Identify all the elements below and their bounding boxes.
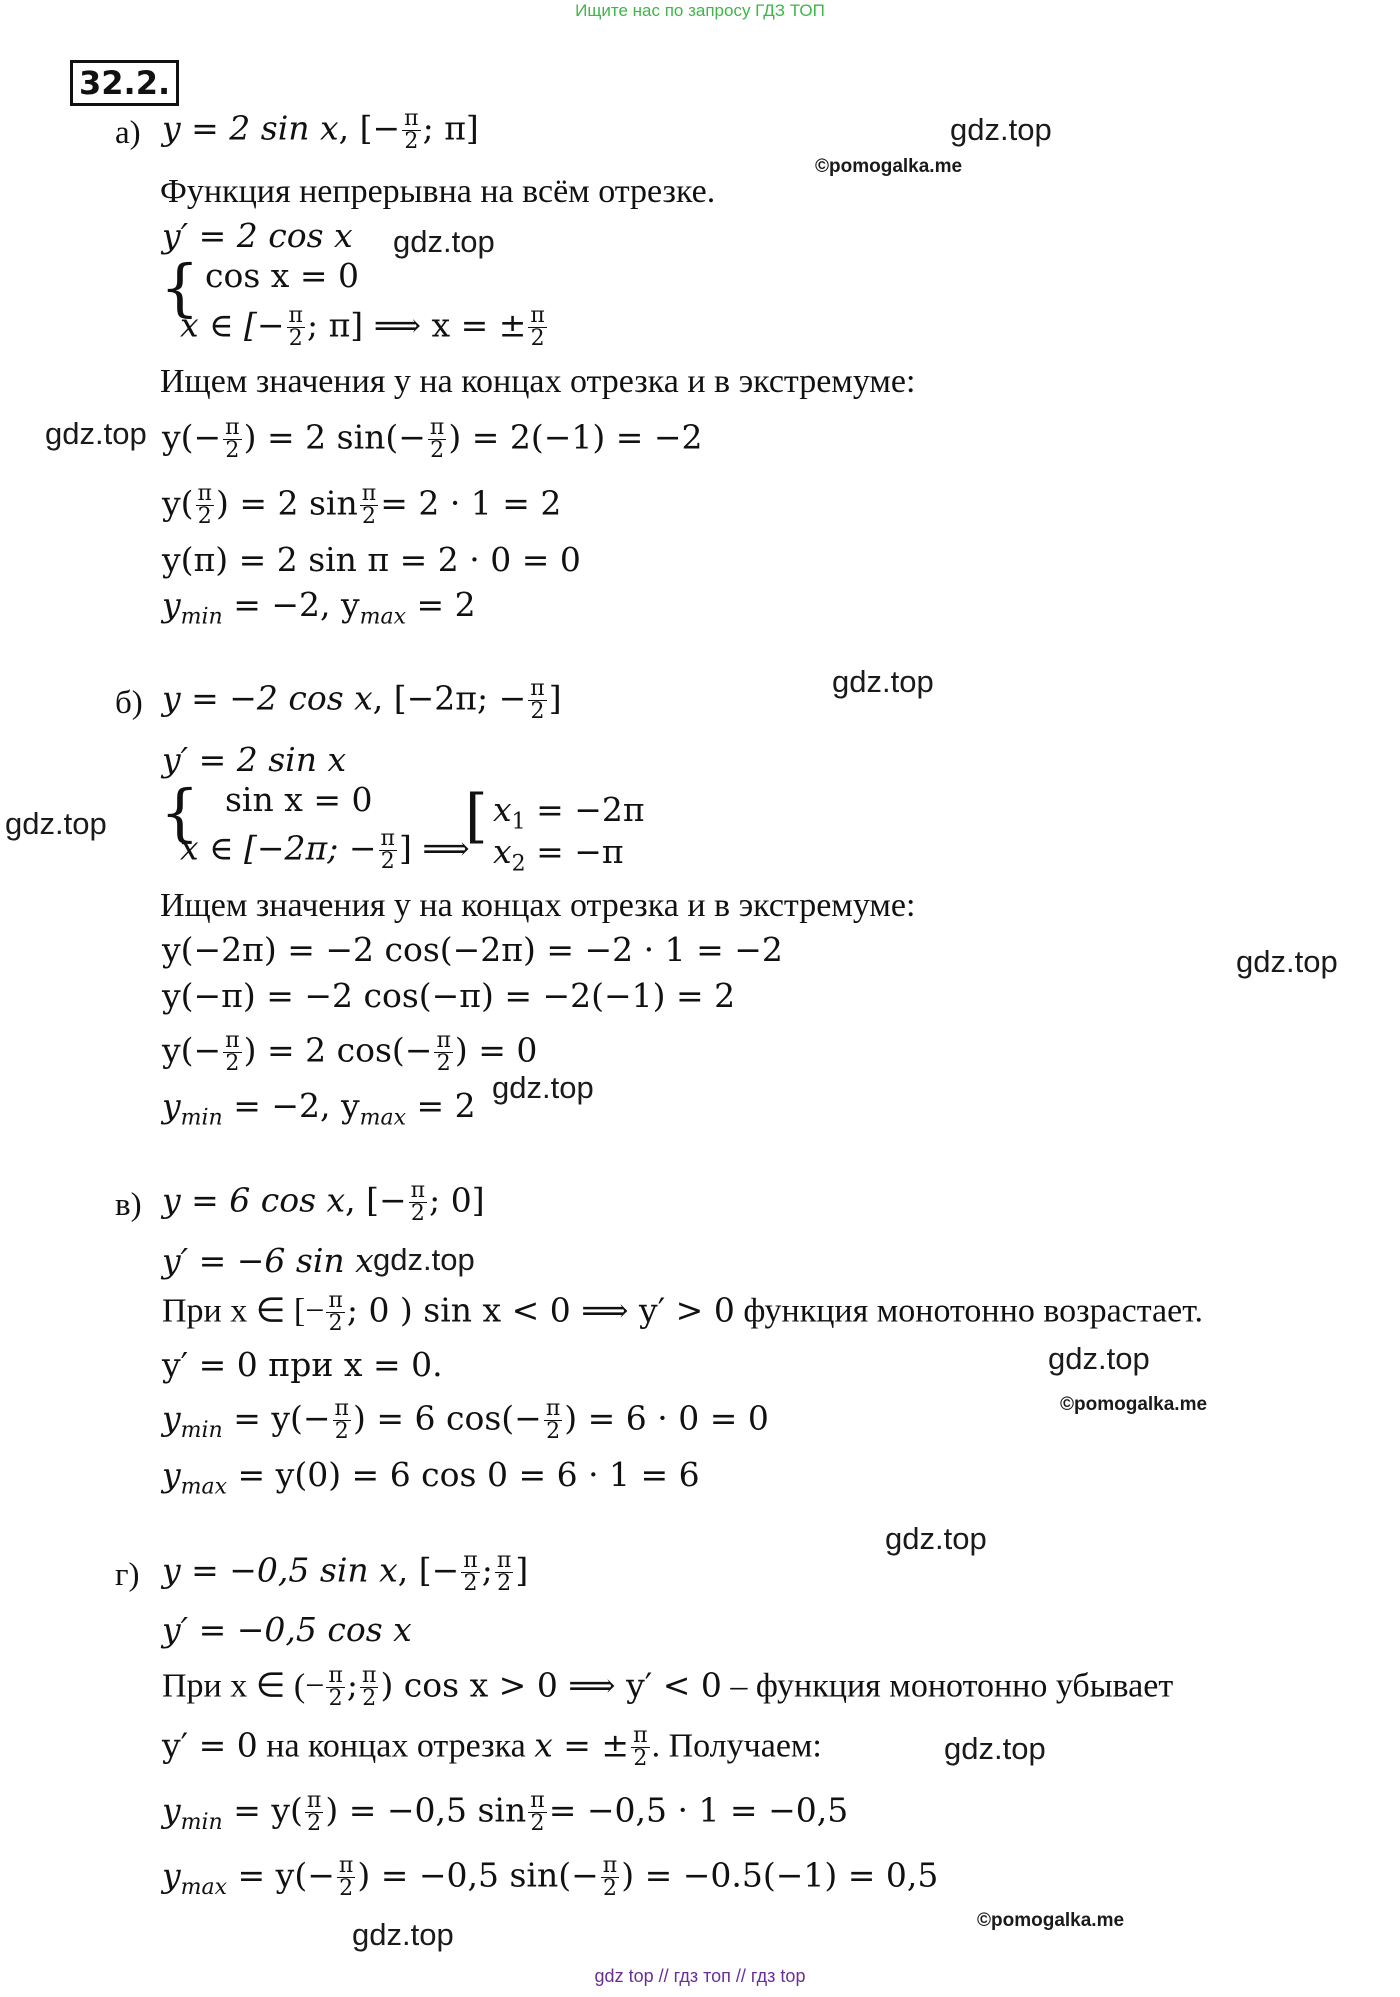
part-b-derivative: y′ = 2 sin x <box>162 740 347 779</box>
part-c-monotonic-text: При x ∈ [− $\frac{\pi}{2}$ ; 0 ) sin x < 0 ⟹ y′ > 0 функция монотонно возрастает. <box>162 1288 1204 1336</box>
watermark-gdz: gdz.top <box>393 224 495 259</box>
part-a-value-2: y( $\frac{\pi}{2}$ ) = 2 sin $\frac{\pi}{2}$ = 2 · 1 = 2 <box>162 481 562 529</box>
part-b-root-2: $x_2 = -\pi$ <box>493 832 624 877</box>
watermark-gdz: gdz.top <box>492 1070 594 1105</box>
part-a-system-interval: x ∈ [− $\frac{\pi}{2}$ ; π] ⟹ x = ± $\frac{\pi}{2}$ <box>180 303 545 351</box>
part-c-derivative: y′ = −6 sin x <box>162 1241 374 1280</box>
part-c-max: $y_{max} = y(0) = 6$ cos 0 = 6 · 1 = 6 <box>162 1455 700 1500</box>
watermark-pomogalka: ©pomogalka.me <box>815 156 963 177</box>
part-c-min: $y_{min} = y(-$ $\frac{\pi}{2}$ ) = 6 cos(− $\frac{\pi}{2}$ ) = 6 · 0 = 0 <box>162 1396 769 1444</box>
part-a-system-eq: cos x = 0 <box>205 256 360 295</box>
part-d-function: y = −0,5 sin x, [− $\frac{\pi}{2}$ ; $\frac{\pi}{2}$ ] <box>162 1548 529 1596</box>
watermark-gdz: gdz.top <box>885 1521 987 1556</box>
part-a-system-brace: { <box>160 251 200 324</box>
part-c-zero-line: y′ = 0 при x = 0. <box>162 1345 443 1384</box>
part-b-value-3: y(− $\frac{\pi}{2}$ ) = 2 cos(− $\frac{\pi}{2}$ ) = 0 <box>162 1028 538 1076</box>
part-a-continuity-text: Функция непрерывна на всём отрезке. <box>160 173 716 210</box>
watermark-gdz: gdz.top <box>950 112 1052 147</box>
part-b-min-max: $y_{min} = -2$, $y_{max} = 2$ <box>162 1086 476 1131</box>
watermark-gdz: gdz.top <box>1048 1341 1150 1376</box>
part-b-system-eq: sin x = 0 <box>225 780 373 819</box>
part-a-value-1: y(− $\frac{\pi}{2}$ ) = 2 sin(− $\frac{\pi}{2}$ ) = 2(−1) = −2 <box>162 415 703 463</box>
part-a-min-max: $y_{min} = -2$, $y_{max} = 2$ <box>162 585 476 630</box>
part-b-value-2: y(−π) = −2 cos(−π) = −2(−1) = 2 <box>162 976 736 1015</box>
footer-links[interactable]: gdz top // гдз топ // гдз top <box>594 1966 806 1986</box>
part-a-search-text: Ищем значения y на концах отрезка и в экстремуме: <box>160 363 916 400</box>
part-a-function: y = 2 sin x, [− $\frac{\pi}{2}$ ; π] <box>162 106 479 154</box>
part-d-max: $y_{max} = y(-$ $\frac{\pi}{2}$ ) = −0,5 sin(− $\frac{\pi}{2}$ ) = −0.5(−1) = 0,5 <box>162 1853 939 1901</box>
header-search-link[interactable]: Ищите нас по запросу ГДЗ ТОП <box>575 1 825 20</box>
part-b-function: y = −2 cos x, [−2π; − $\frac{\pi}{2}$ ] <box>162 676 562 724</box>
watermark-gdz: gdz.top <box>944 1731 1046 1766</box>
part-b-search-text: Ищем значения y на концах отрезка и в экстремуме: <box>160 887 916 924</box>
watermark-gdz: gdz.top <box>373 1242 475 1277</box>
part-d-label: г) <box>115 1557 140 1593</box>
watermark-pomogalka: ©pomogalka.me <box>1060 1394 1208 1415</box>
part-b-value-1: y(−2π) = −2 cos(−2π) = −2 · 1 = −2 <box>162 930 783 969</box>
watermark-gdz: gdz.top <box>1236 944 1338 979</box>
part-d-derivative: y′ = −0,5 cos x <box>162 1610 412 1649</box>
watermark-gdz: gdz.top <box>832 664 934 699</box>
part-b-root-1: $x_1 = -2\pi$ <box>493 790 645 835</box>
watermark-gdz: gdz.top <box>5 806 107 841</box>
part-d-zero-line: y′ = 0 на концах отрезка x = ± $\frac{\pi}{2}$ . Получаем: <box>162 1723 822 1771</box>
part-a-value-3: y(π) = 2 sin π = 2 · 0 = 0 <box>162 540 581 579</box>
part-b-system-brace: { <box>160 776 200 849</box>
task-number: 32.2. <box>70 60 179 106</box>
part-d-min: $y_{min} = y$( $\frac{\pi}{2}$ ) = −0,5 sin $\frac{\pi}{2}$ = −0,5 · 1 = −0,5 <box>162 1788 849 1836</box>
part-b-system-interval: x ∈ [−2π; − $\frac{\pi}{2}$ ] ⟹ <box>180 826 470 874</box>
part-c-function: y = 6 cos x, [− $\frac{\pi}{2}$ ; 0] <box>162 1178 485 1226</box>
part-b-label: б) <box>115 685 143 721</box>
part-c-label: в) <box>115 1187 142 1223</box>
watermark-gdz: gdz.top <box>352 1917 454 1952</box>
watermark-gdz: gdz.top <box>45 416 147 451</box>
watermark-pomogalka: ©pomogalka.me <box>977 1910 1125 1931</box>
part-d-monotonic-text: При x ∈ (− $\frac{\pi}{2}$ ; $\frac{\pi}{2}$ ) cos x > 0 ⟹ y′ < 0 – функция монотонно убывает <box>162 1663 1174 1711</box>
part-a-label: а) <box>115 115 141 151</box>
part-a-derivative: y′ = 2 cos x <box>162 216 353 255</box>
part-b-set-bracket: [ <box>465 782 488 850</box>
